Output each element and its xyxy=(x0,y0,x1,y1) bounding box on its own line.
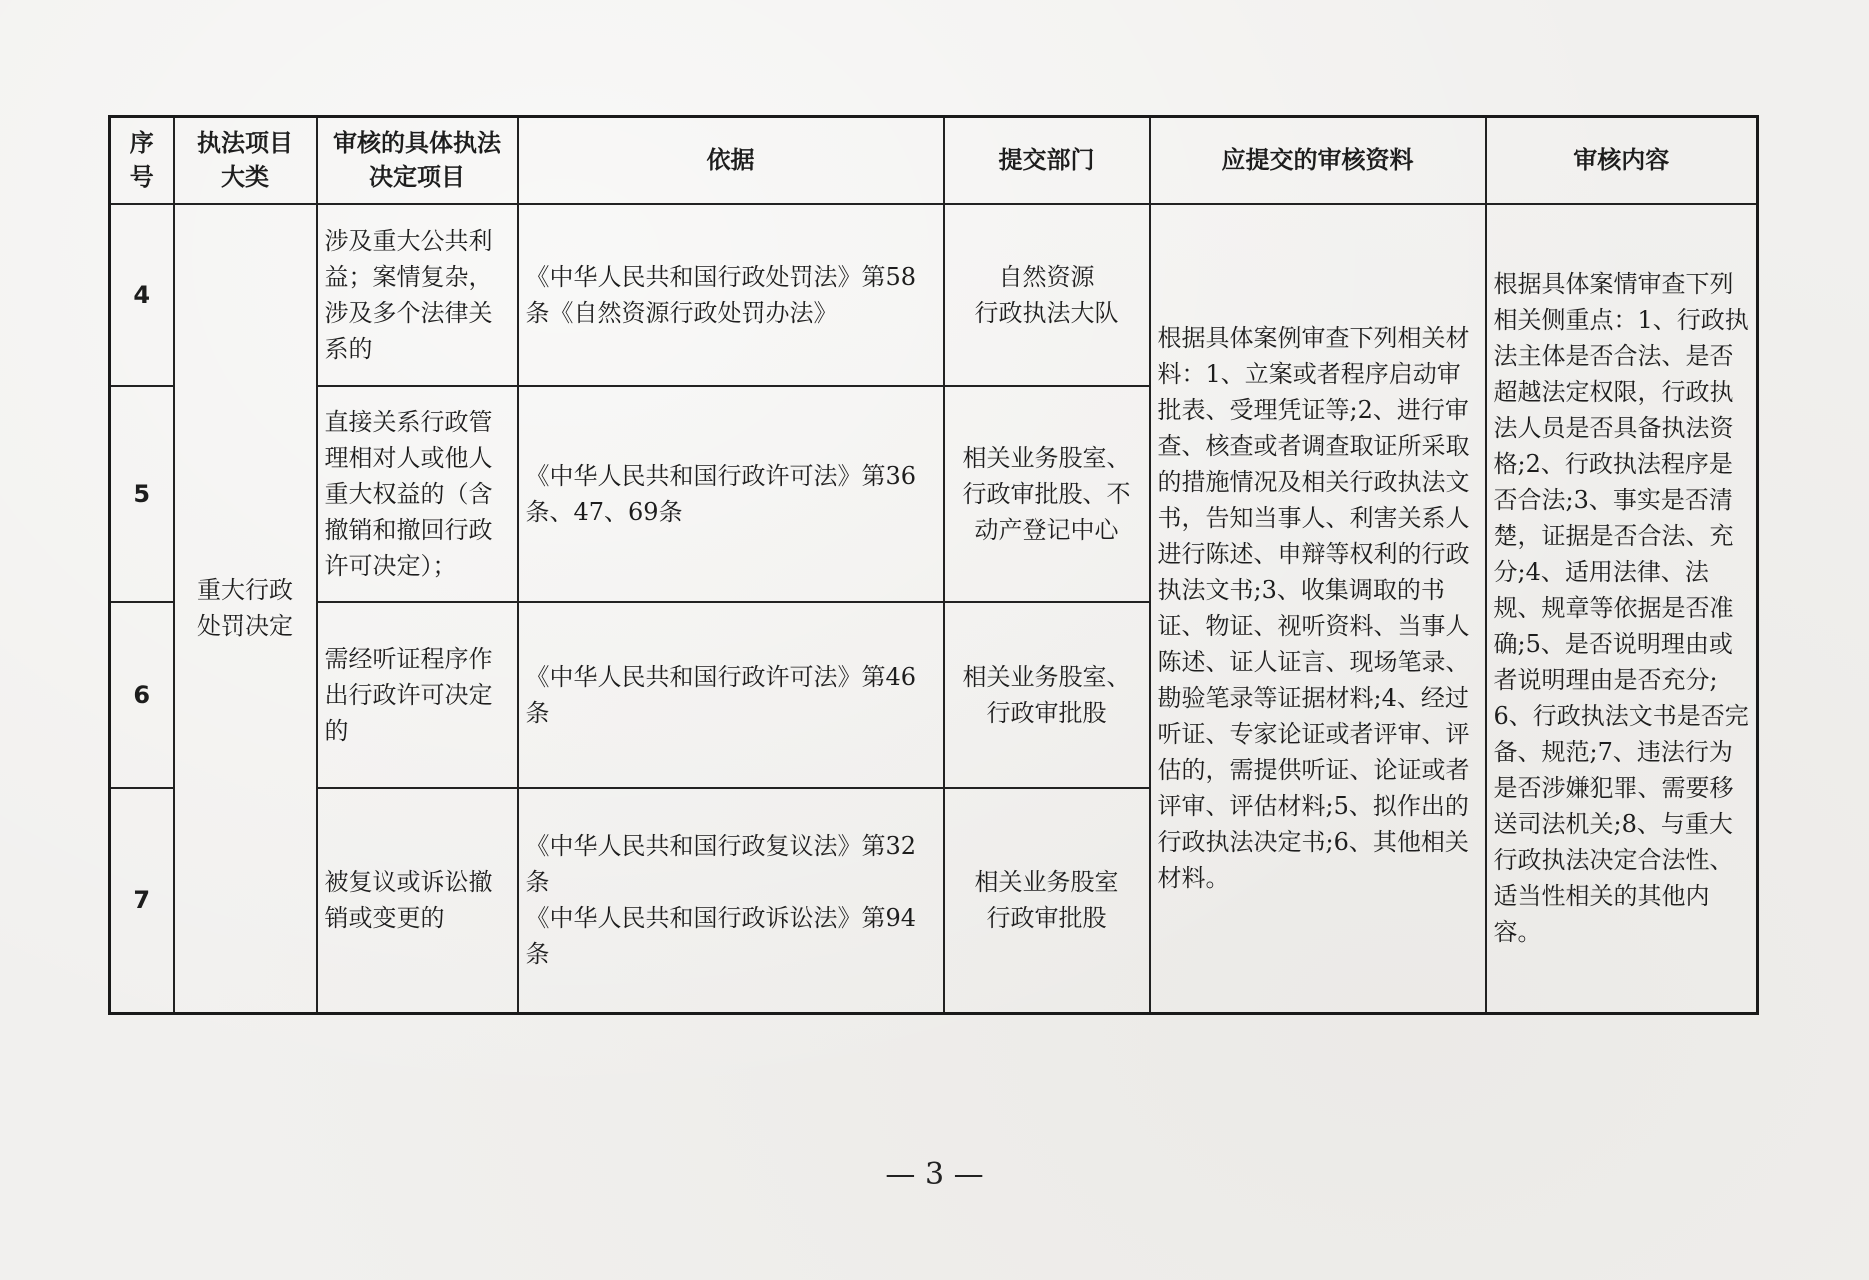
category-cell: 重大行政 处罚决定 xyxy=(174,204,317,1014)
page-number: — 3 — xyxy=(885,1157,984,1192)
row-basis: 《中华人民共和国行政许可法》第46条 xyxy=(518,602,944,788)
review-items-table xyxy=(108,115,1759,1015)
header-category: 执法项目 大类 xyxy=(174,117,317,204)
row-item: 需经听证程序作出行政许可决定的 xyxy=(317,602,518,788)
row-item: 涉及重大公共利益；案情复杂，涉及多个法律关系的 xyxy=(317,204,518,386)
row-basis: 《中华人民共和国行政处罚法》第58条《自然资源行政处罚办法》 xyxy=(518,204,944,386)
row-dept: 自然资源 行政执法大队 xyxy=(944,204,1150,386)
content-cell: 根据具体案情审查下列相关侧重点：1、行政执法主体是否合法、是否超越法定权限，行政执法人员是否具备执法资格;2、行政执法程序是否合法;3、事实是否清楚，证据是否合法、充分;4、适用法律、法规、规章等依据是否准确;5、是否说明理由或者说明理由是否充分;6、行政执法文书是否完备、规范;7、违法行为是否涉嫌犯罪、需要移送司法机关;8、与重大行政执法决定合法性、适当性相关的其他内容。 xyxy=(1486,204,1758,1014)
row-dept: 相关业务股室、行政审批股、不动产登记中心 xyxy=(944,386,1150,602)
table-row xyxy=(110,204,1758,386)
row-num: 5 xyxy=(110,386,174,602)
header-materials: 应提交的审核资料 xyxy=(1150,117,1486,204)
table-header-row xyxy=(110,117,1758,204)
row-dept: 相关业务股室 行政审批股 xyxy=(944,788,1150,1014)
header-item: 审核的具体执法 决定项目 xyxy=(317,117,518,204)
materials-cell: 根据具体案例审查下列相关材料：1、立案或者程序启动审批表、受理凭证等;2、进行审查、核查或者调查取证所采取的措施情况及相关行政执法文书，告知当事人、利害关系人进行陈述、申辩等权利的行政执法文书;3、收集调取的书证、物证、视听资料、当事人陈述、证人证言、现场笔录、勘验笔录等证据材料;4、经过听证、专家论证或者评审、评估的，需提供听证、论证或者评审、评估材料;5、拟作出的行政执法决定书;6、其他相关材料。 xyxy=(1150,204,1486,1014)
header-dept: 提交部门 xyxy=(944,117,1150,204)
row-dept: 相关业务股室、 行政审批股 xyxy=(944,602,1150,788)
header-content: 审核内容 xyxy=(1486,117,1758,204)
row-basis: 《中华人民共和国行政许可法》第36条、47、69条 xyxy=(518,386,944,602)
row-num: 4 xyxy=(110,204,174,386)
row-num: 7 xyxy=(110,788,174,1014)
row-num: 6 xyxy=(110,602,174,788)
header-basis: 依据 xyxy=(518,117,944,204)
header-num: 序 号 xyxy=(110,117,174,204)
row-basis: 《中华人民共和国行政复议法》第32条 《中华人民共和国行政诉讼法》第94条 xyxy=(518,788,944,1014)
row-item: 被复议或诉讼撤销或变更的 xyxy=(317,788,518,1014)
row-item: 直接关系行政管理相对人或他人重大权益的（含撤销和撤回行政许可决定）； xyxy=(317,386,518,602)
